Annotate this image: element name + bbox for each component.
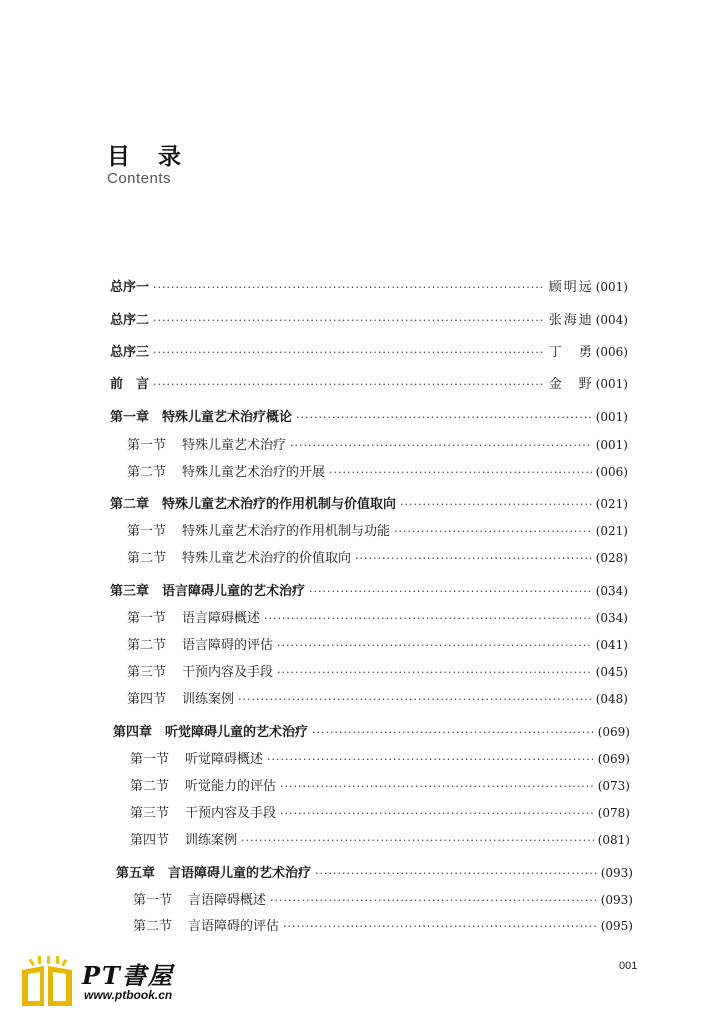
toc-section-label: 第四节 训练案例 (127, 692, 235, 707)
toc-entry-page: (004) (595, 313, 628, 327)
toc-entry-page: (093) (600, 893, 633, 907)
toc-leader-dots (296, 411, 592, 424)
toc-chapter-label: 第五章 言语障碍儿童的艺术治疗 (116, 866, 312, 881)
toc-section-3-3[interactable] (127, 661, 628, 681)
toc-entry-page: (081) (597, 833, 630, 847)
toc-section-3-1[interactable] (127, 607, 628, 627)
toc-entry-page: (095) (600, 919, 633, 933)
toc-section-4-3[interactable] (130, 802, 630, 822)
toc-entry-label: 总序三 (110, 345, 150, 360)
toc-entry-page: (006) (595, 345, 628, 359)
toc-section-label: 第一节 语言障碍概述 (127, 611, 261, 626)
toc-entry-page: (048) (595, 692, 628, 706)
toc-section-label: 第三节 干预内容及手段 (127, 665, 274, 680)
toc-section-1-2[interactable] (127, 461, 628, 481)
toc-section-label: 第四节 训练案例 (130, 833, 238, 848)
toc-section-label: 第一节 听觉障碍概述 (130, 752, 264, 767)
toc-leader-dots (241, 834, 594, 847)
toc-leader-dots (280, 807, 594, 820)
toc-section-label: 第一节 特殊儿童艺术治疗 (127, 438, 287, 453)
toc-leader-dots (280, 780, 594, 793)
toc-entry-page: (006) (595, 465, 628, 479)
toc-entry-author: 丁 勇 (548, 345, 594, 360)
toc-entry-page: (034) (595, 611, 628, 625)
toc-entry-author: 顾明远 (548, 280, 594, 295)
toc-leader-dots (290, 439, 592, 452)
page-title: 目 录 (107, 144, 192, 170)
page-number: 001 (619, 960, 638, 972)
toc-leader-dots (315, 867, 597, 880)
toc-section-1-1[interactable] (127, 434, 628, 454)
toc-section-label: 第三节 干预内容及手段 (130, 806, 277, 821)
toc-section-2-2[interactable] (127, 547, 628, 567)
toc-leader-dots (400, 498, 592, 511)
toc-entry-page: (001) (595, 438, 628, 452)
toc-entry-page: (078) (597, 806, 630, 820)
toc-entry-page: (073) (597, 779, 630, 793)
toc-chapter-2[interactable] (110, 493, 628, 513)
toc-leader-dots (312, 726, 594, 739)
toc-leader-dots (329, 466, 592, 479)
toc-entry-page: (069) (597, 752, 630, 766)
toc-leader-dots (153, 314, 545, 327)
toc-leader-dots (153, 346, 545, 359)
toc-chapter-label: 第二章 特殊儿童艺术治疗的作用机制与价值取向 (110, 497, 397, 512)
toc-leader-dots (394, 525, 592, 538)
toc-section-4-1[interactable] (130, 748, 630, 768)
toc-entry-foreword[interactable] (110, 373, 628, 393)
toc-chapter-1[interactable] (110, 406, 628, 426)
toc-chapter-4[interactable] (113, 721, 630, 741)
toc-entry-page: (045) (595, 665, 628, 679)
toc-section-3-2[interactable] (127, 634, 628, 654)
toc-entry-label: 总序一 (110, 280, 150, 295)
toc-entry-page: (001) (595, 410, 628, 424)
logo-url: www.ptbook.cn (84, 988, 173, 1002)
toc-chapter-label: 第三章 语言障碍儿童的艺术治疗 (110, 584, 306, 599)
toc-entry-page: (034) (595, 584, 628, 598)
toc-leader-dots (277, 639, 592, 652)
site-watermark-logo (18, 952, 208, 1012)
toc-leader-dots (270, 894, 597, 907)
toc-leader-dots (283, 920, 597, 933)
toc-section-label: 第二节 言语障碍的评估 (133, 919, 280, 934)
logo-wordmark: PT書屋 (82, 961, 174, 990)
toc-entry-page: (069) (597, 725, 630, 739)
toc-chapter-label: 第四章 听觉障碍儿童的艺术治疗 (113, 725, 309, 740)
toc-entry-page: (041) (595, 638, 628, 652)
toc-section-label: 第二节 语言障碍的评估 (127, 638, 274, 653)
toc-leader-dots (153, 378, 545, 391)
toc-section-label: 第一节 言语障碍概述 (133, 893, 267, 908)
toc-entry-author: 张海迪 (548, 313, 594, 328)
toc-section-label: 第二节 特殊儿童艺术治疗的价值取向 (127, 551, 352, 566)
toc-leader-dots (277, 666, 592, 679)
toc-section-5-1[interactable] (133, 889, 633, 909)
toc-leader-dots (264, 612, 592, 625)
toc-leader-dots (238, 693, 592, 706)
toc-section-4-2[interactable] (130, 775, 630, 795)
toc-entry-label: 总序二 (110, 313, 150, 328)
toc-entry-page: (021) (595, 497, 628, 511)
toc-chapter-label: 第一章 特殊儿童艺术治疗概论 (110, 410, 293, 425)
toc-section-label: 第二节 特殊儿童艺术治疗的开展 (127, 465, 326, 480)
toc-entry-preface-1[interactable] (110, 276, 628, 296)
toc-leader-dots (153, 281, 545, 294)
page-subtitle: Contents (107, 170, 172, 187)
toc-section-5-2[interactable] (133, 915, 633, 935)
toc-leader-dots (267, 753, 594, 766)
toc-leader-dots (309, 585, 592, 598)
toc-entry-page: (001) (595, 280, 628, 294)
toc-leader-dots (355, 552, 592, 565)
toc-entry-label: 前 言 (110, 377, 150, 392)
toc-section-label: 第二节 听觉能力的评估 (130, 779, 277, 794)
toc-entry-page: (021) (595, 524, 628, 538)
toc-section-label: 第一节 特殊儿童艺术治疗的作用机制与功能 (127, 524, 391, 539)
toc-section-3-4[interactable] (127, 688, 628, 708)
toc-entry-page: (028) (595, 551, 628, 565)
toc-entry-author: 金 野 (548, 377, 594, 392)
toc-entry-page: (001) (595, 377, 628, 391)
toc-section-2-1[interactable] (127, 520, 628, 540)
toc-entry-preface-2[interactable] (110, 309, 628, 329)
toc-section-4-4[interactable] (130, 829, 630, 849)
toc-chapter-3[interactable] (110, 580, 628, 600)
toc-entry-page: (093) (600, 866, 633, 880)
toc-chapter-5[interactable] (116, 862, 633, 882)
toc-entry-preface-3[interactable] (110, 341, 628, 361)
books-icon (18, 956, 76, 1008)
